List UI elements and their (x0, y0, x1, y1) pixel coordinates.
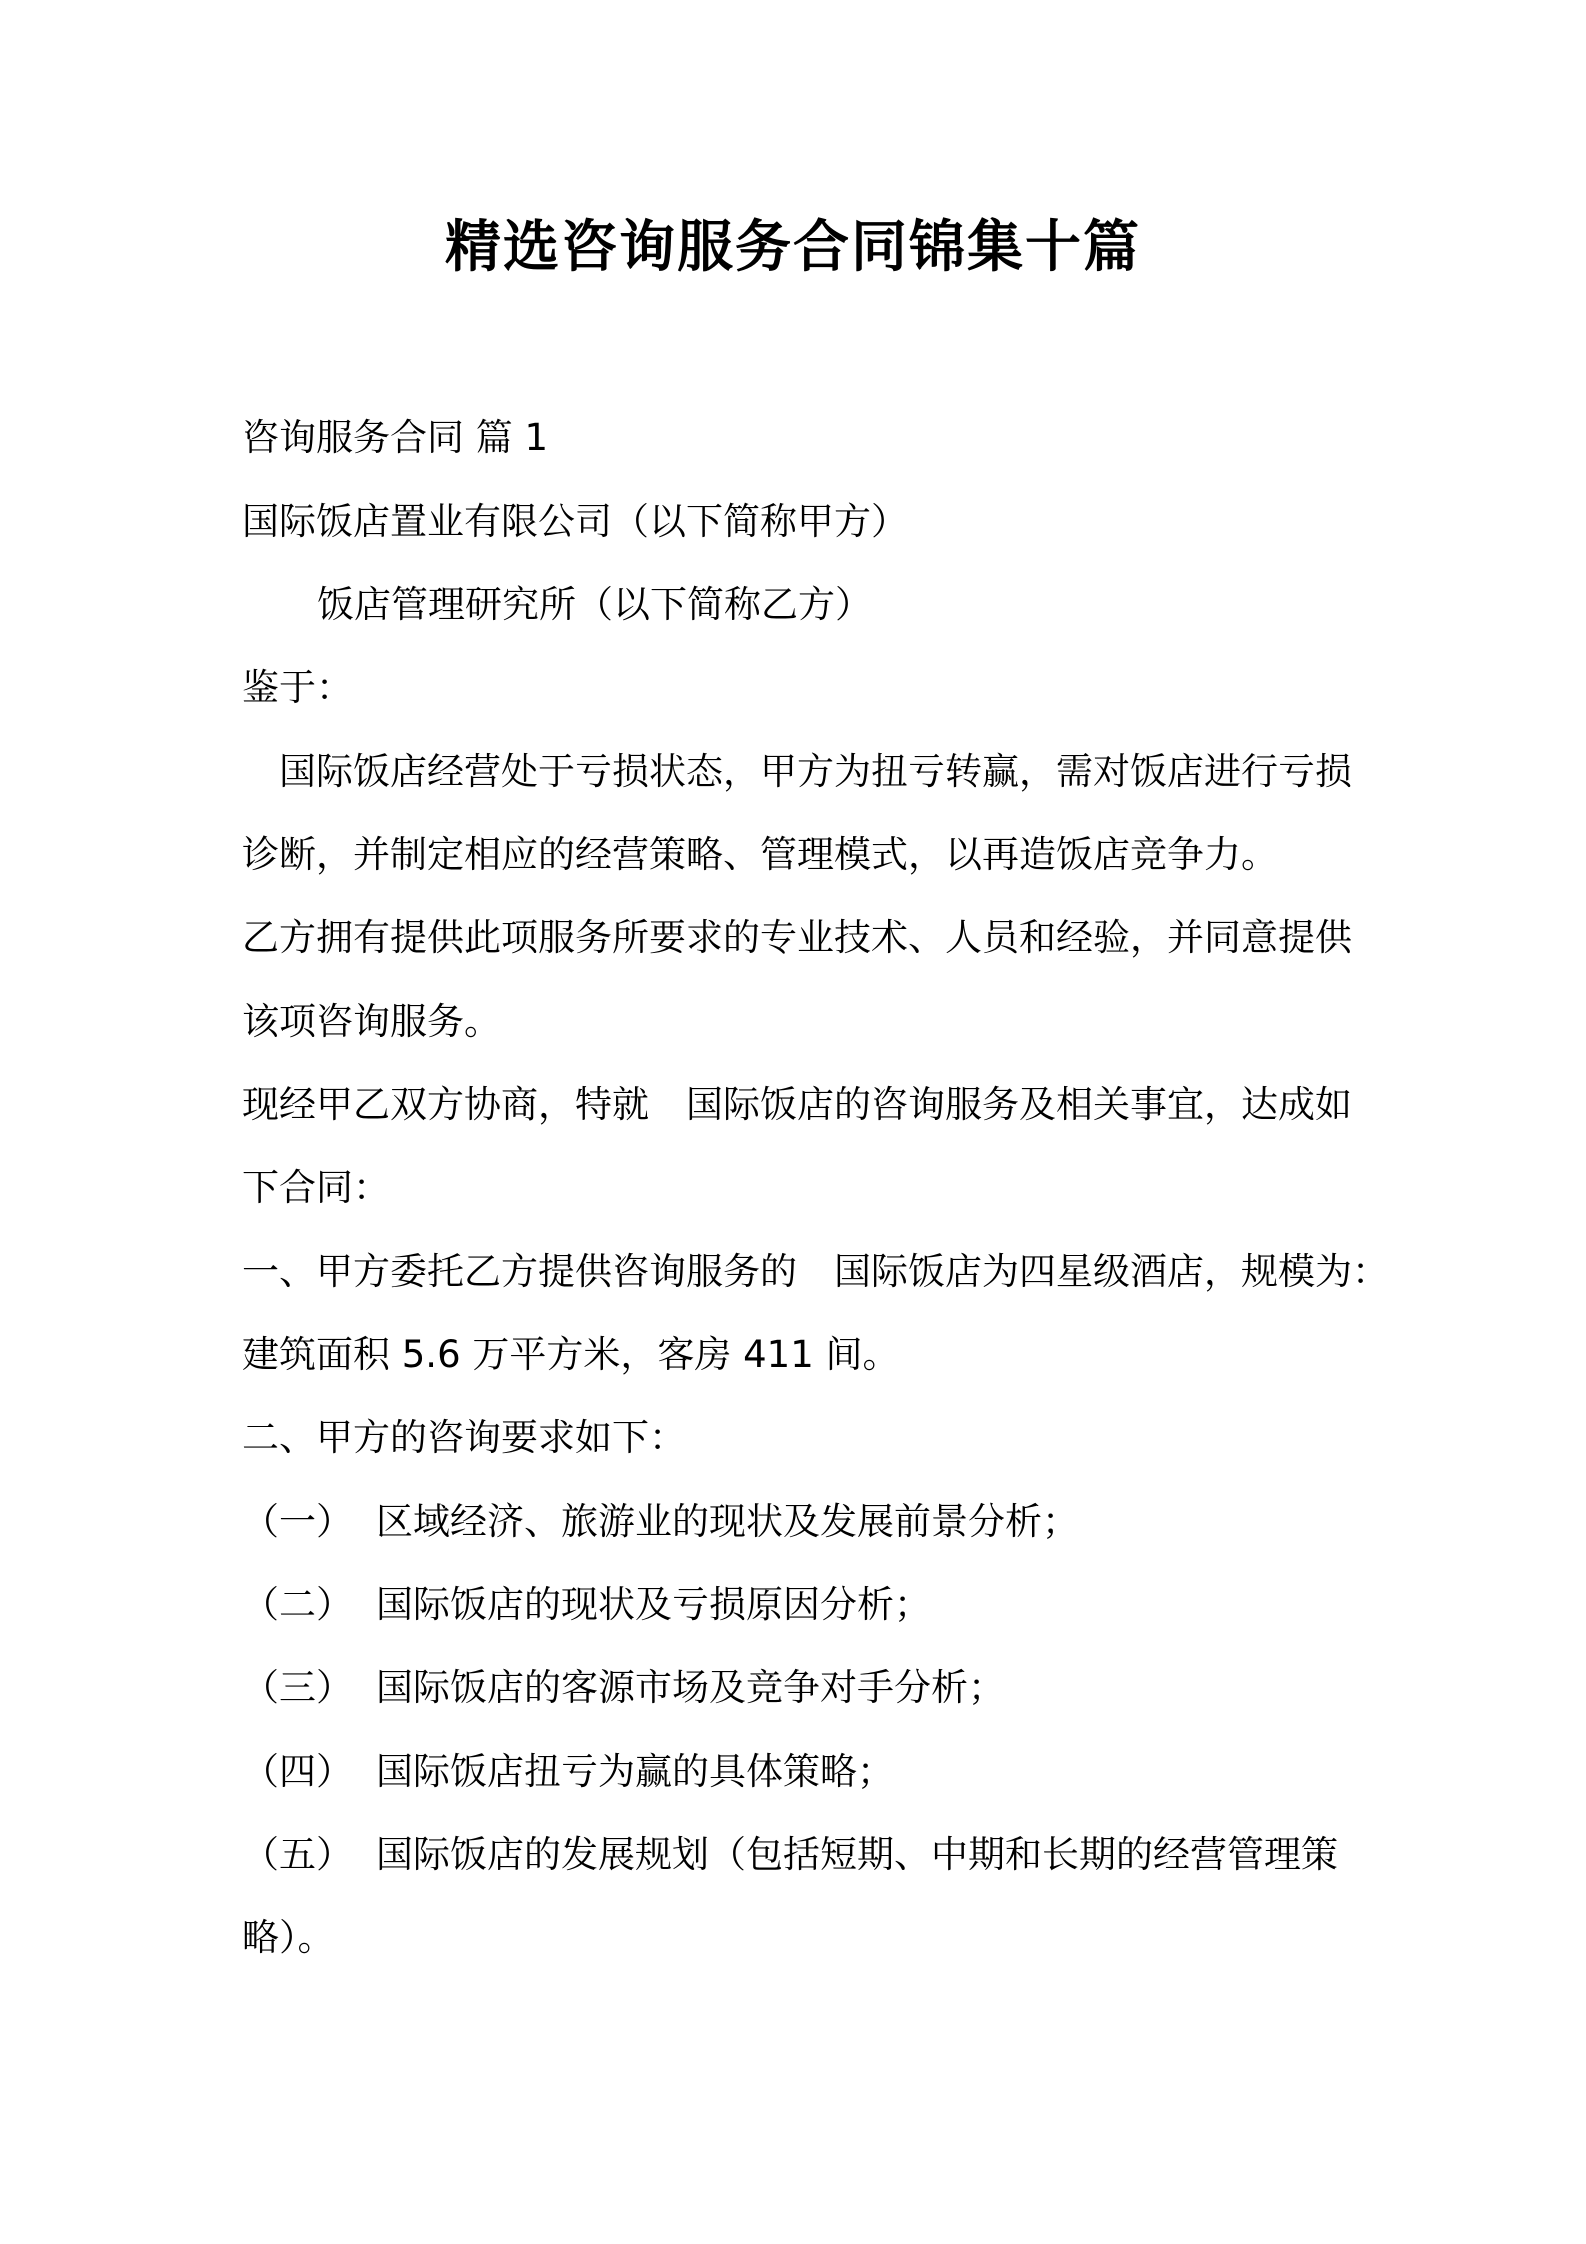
requirement-label: （四） (242, 1750, 353, 1793)
paragraph-loss-line-2: 诊断，并制定相应的经营策略、管理模式，以再造饭店竞争力。 (242, 833, 1278, 876)
paragraph-agreement-line-1: 现经甲乙双方协商，特就 国际饭店的咨询服务及相关事宜，达成如 (242, 1083, 1352, 1126)
paragraph-capability-line-1: 乙方拥有提供此项服务所要求的专业技术、人员和经验，并同意提供 (242, 916, 1352, 959)
requirement-label: （三） (242, 1666, 353, 1709)
party-b-line: 饭店管理研究所（以下简称乙方） (317, 583, 872, 626)
paragraph-capability-line-2: 该项咨询服务。 (242, 1000, 501, 1043)
requirement-5-continuation: 略）。 (242, 1916, 335, 1959)
party-a-line: 国际饭店置业有限公司（以下简称甲方） (242, 500, 908, 543)
clause-1-line-2: 建筑面积 5.6 万平方米，客房 411 间。 (242, 1333, 900, 1376)
requirement-item (242, 1660, 1005, 1716)
document-title: 精选咨询服务合同锦集十篇 (445, 215, 1141, 280)
requirement-item (242, 1827, 1338, 1883)
requirement-label: （二） (242, 1583, 353, 1626)
requirement-text: 国际饭店的现状及亏损原因分析； (376, 1583, 931, 1626)
requirement-text: 国际饭店扭亏为赢的具体策略； (376, 1750, 894, 1793)
section-heading: 咨询服务合同 篇 1 (242, 416, 549, 459)
requirement-item (242, 1577, 931, 1633)
requirement-text: 区域经济、旅游业的现状及发展前景分析； (376, 1500, 1079, 1543)
requirement-item (242, 1744, 894, 1800)
paragraph-loss-line-1: 国际饭店经营处于亏损状态，甲方为扭亏转赢，需对饭店进行亏损 (279, 750, 1352, 793)
requirement-text: 国际饭店的客源市场及竞争对手分析； (376, 1666, 1005, 1709)
clause-2-heading: 二、甲方的咨询要求如下： (242, 1416, 686, 1459)
requirement-label: （一） (242, 1500, 353, 1543)
paragraph-agreement-line-2: 下合同： (242, 1166, 390, 1209)
requirement-label: （五） (242, 1833, 353, 1876)
requirement-item (242, 1494, 1079, 1550)
whereas-label: 鉴于： (242, 666, 353, 709)
requirement-text: 国际饭店的发展规划（包括短期、中期和长期的经营管理策 (376, 1833, 1338, 1876)
clause-1-line-1: 一、甲方委托乙方提供咨询服务的 国际饭店为四星级酒店，规模为： (242, 1250, 1389, 1293)
